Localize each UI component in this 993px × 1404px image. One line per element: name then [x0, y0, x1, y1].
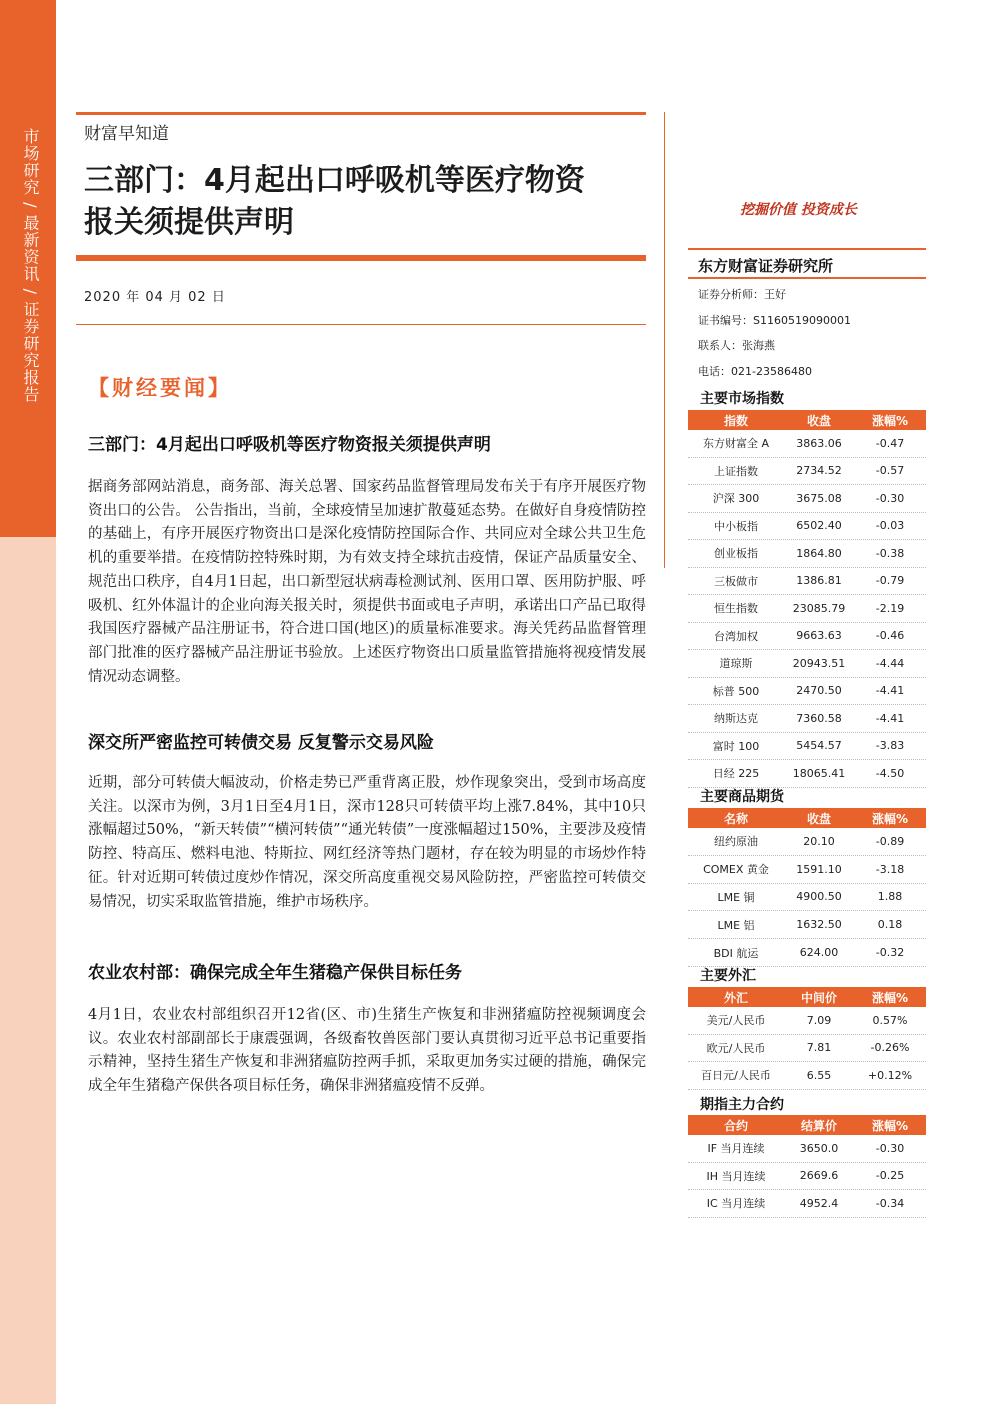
- table-cell: 23085.79: [792, 601, 846, 615]
- table-cell: -3.18: [875, 862, 905, 876]
- table-row: [688, 1135, 926, 1163]
- col-header: 涨幅%: [871, 990, 909, 1005]
- table-cell: +0.12%: [867, 1068, 913, 1082]
- table-cell: -0.38: [875, 546, 905, 560]
- futures-table: [688, 1115, 926, 1218]
- table-cell: 1386.81: [796, 574, 842, 588]
- analyst: 证券分析师：王好: [698, 288, 786, 301]
- news-body-3: 4月1日，农业农村部组织召开12省(区、市)生猪生产恢复和非洲猪瘟防控视频调度会议。农业农村部副部长于康震强调，各级畜牧兽医部门要认真贯彻习近平总书记重要指示精神，坚持生猪生产恢复和非洲猪瘟防控两手抓，采取更加务实过硬的措施，确保完成全年生猪稳产保供各项目标任务，确保非洲猪瘟疫情不反弹。: [88, 1007, 646, 1095]
- table-row: [688, 513, 926, 541]
- commodities-title: 主要商品期货: [700, 789, 784, 805]
- table-cell: 4900.50: [796, 890, 842, 904]
- table-cell: LME 铜: [717, 890, 755, 904]
- table-cell: -0.34: [875, 1196, 905, 1210]
- table-cell: 2734.52: [796, 464, 842, 478]
- table-cell: 7.09: [806, 1013, 832, 1027]
- table-cell: 1632.50: [796, 918, 842, 932]
- news-body-2: 近期，部分可转债大幅波动，价格走势已严重背离正股，炒作现象突出，受到市场高度关注。以深市为例，3月1日至4月1日，深市128只可转债平均上涨7.84%，其中10只涨幅超过50%，“新天转债”“横河转债”“通光转债”一度涨幅超过150%，主要涉及疫情防控、特高压、燃料电池、特斯拉、网红经济等热门题材，存在较为明显的市场炒作特征。针对近期可转债过度炒作情况，深交所高度重视交易风险防控，严密监控可转债交易情况，切实采取监管措施，维护市场秩序。: [88, 775, 646, 910]
- column-divider: [664, 112, 665, 568]
- table-cell: 台湾加权: [714, 629, 758, 643]
- table-cell: 东方财富全 A: [702, 437, 770, 451]
- date-rule: [76, 324, 646, 325]
- table-cell: 6.55: [806, 1068, 832, 1082]
- fx-table: [688, 987, 926, 1090]
- table-cell: 6502.40: [796, 519, 842, 533]
- table-row: [688, 911, 926, 939]
- news-headline-1: 三部门：4月起出口呼吸机等医疗物资报关须提供声明: [88, 435, 491, 455]
- table-row: [688, 568, 926, 596]
- table-cell: -0.79: [875, 574, 905, 588]
- table-cell: 沪深 300: [712, 492, 760, 506]
- table-row: [688, 430, 926, 458]
- col-header: 名称: [723, 811, 748, 826]
- table-row: [688, 650, 926, 678]
- table-cell: 5454.57: [796, 739, 842, 753]
- col-header: 中间价: [800, 990, 837, 1005]
- table-header: [688, 1115, 926, 1135]
- table-cell: -0.03: [875, 519, 905, 533]
- tagline: 挖掘价值 投资成长: [740, 202, 857, 218]
- contact: 联系人：张海燕: [698, 339, 775, 352]
- table-row: [688, 485, 926, 513]
- table-cell: -3.83: [875, 739, 905, 753]
- futures-title: 期指主力合约: [700, 1097, 784, 1113]
- table-cell: -0.32: [875, 946, 905, 960]
- news-headline-3: 农业农村部：确保完成全年生猪稳产保供目标任务: [88, 963, 462, 983]
- table-cell: 纽约原油: [714, 835, 758, 849]
- table-row: [688, 884, 926, 912]
- col-header: 指数: [723, 413, 748, 428]
- table-cell: -0.47: [875, 436, 905, 450]
- table-cell: 百日元/人民币: [701, 1069, 771, 1083]
- fx-title: 主要外汇: [700, 968, 756, 984]
- col-header: 涨幅%: [871, 1118, 909, 1133]
- research-org: 东方财富证券研究所: [698, 257, 834, 275]
- table-cell: 标普 500: [712, 684, 760, 698]
- col-header: 收盘: [806, 413, 831, 428]
- table-cell: -0.89: [875, 834, 905, 848]
- table-cell: -4.44: [875, 656, 905, 670]
- table-cell: 道琼斯: [719, 657, 753, 671]
- cert-number: 证书编号：S1160519090001: [698, 314, 851, 327]
- top-rule: [76, 112, 646, 115]
- table-cell: 9663.63: [796, 629, 842, 643]
- table-cell: 3650.0: [799, 1141, 839, 1155]
- table-cell: IC 当月连续: [706, 1197, 766, 1211]
- table-header: [688, 808, 926, 828]
- table-cell: -0.30: [875, 491, 905, 505]
- sidebar-band: [0, 0, 56, 537]
- table-cell: 三板做市: [714, 574, 758, 588]
- table-cell: 创业板指: [714, 547, 758, 561]
- table-cell: -4.41: [875, 684, 905, 698]
- table-row: [688, 733, 926, 761]
- commodities-table: [688, 808, 926, 967]
- table-cell: 4952.4: [799, 1196, 839, 1210]
- table-cell: -0.46: [875, 629, 905, 643]
- info-mid-rule: [688, 277, 926, 279]
- table-cell: 18065.41: [792, 766, 846, 780]
- sidebar-band-light: [0, 537, 56, 1404]
- info-top-rule: [688, 248, 926, 250]
- table-cell: 上证指数: [714, 464, 758, 478]
- table-row: [688, 1163, 926, 1191]
- table-cell: -0.26%: [870, 1041, 910, 1055]
- table-row: [688, 540, 926, 568]
- news-body-1: 据商务部网站消息，商务部、海关总署、国家药品监督管理局发布关于有序开展医疗物资出口的公告。 公告指出，当前，全球疫情呈加速扩散蔓延态势。在做好自身疫情防控的基础上，有序开展医疗物资出口是深化疫情防控国际合作、共同应对全球公共卫生危机的重要举措。在疫情防控特殊时期，为有效支持全球抗击疫情，保证产品质量安全、规范出口秩序，自4月1日起，出口新型冠状病毒检测试剂、医用口罩、医用防护服、呼吸机、红外体温计的企业向海关报关时，须提供书面或电子声明，承诺出口产品已取得我国医疗器械产品注册证书，符合进口国(地区)的质量标准要求。海关凭药品监督管理部门批准的医疗器械产品注册证书验放。上述医疗物资出口质量监管措施将视疫情发展情况动态调整。: [88, 479, 646, 685]
- table-header: [688, 987, 926, 1007]
- table-cell: 日经 225: [712, 767, 760, 781]
- col-header: 结算价: [800, 1118, 837, 1133]
- page-title: [84, 160, 654, 244]
- table-cell: 624.00: [799, 946, 839, 960]
- table-cell: 2470.50: [796, 684, 842, 698]
- report-date: 2020 年 04 月 02 日: [84, 290, 226, 305]
- table-row: [688, 705, 926, 733]
- table-cell: 1.88: [877, 890, 903, 904]
- title-line-1: 三部门：4月起出口呼吸机等医疗物资: [84, 163, 585, 198]
- table-body: [688, 1135, 926, 1218]
- col-header: 合约: [723, 1118, 748, 1133]
- title-underline: [76, 255, 646, 261]
- table-row: [688, 1035, 926, 1063]
- table-row: [688, 678, 926, 706]
- table-cell: 纳斯达克: [714, 712, 758, 726]
- table-cell: -0.30: [875, 1141, 905, 1155]
- table-cell: 1591.10: [796, 862, 842, 876]
- table-cell: 1864.80: [796, 546, 842, 560]
- col-header: 涨幅%: [871, 413, 909, 428]
- table-cell: BDI 航运: [713, 946, 759, 960]
- table-row: [688, 939, 926, 967]
- table-cell: -0.25: [875, 1169, 905, 1183]
- table-cell: LME 铝: [717, 918, 755, 932]
- section-label: 财富早知道: [84, 124, 169, 144]
- table-row: [688, 760, 926, 788]
- table-row: [688, 1062, 926, 1090]
- table-row: [688, 1007, 926, 1035]
- table-cell: 0.18: [877, 918, 903, 932]
- table-cell: 富时 100: [712, 739, 760, 753]
- indices-title: 主要市场指数: [700, 391, 784, 407]
- table-row: [688, 623, 926, 651]
- table-cell: IH 当月连续: [706, 1169, 766, 1183]
- table-cell: -4.41: [875, 711, 905, 725]
- sidebar-vertical-text: 市场研究 / 最新资讯 / 证券研究报告: [21, 128, 40, 404]
- table-row: [688, 595, 926, 623]
- phone: 电话：021-23586480: [698, 365, 812, 378]
- table-cell: COMEX 黄金: [703, 863, 769, 877]
- table-cell: 20.10: [803, 834, 835, 848]
- table-cell: 3675.08: [796, 491, 842, 505]
- table-cell: 2669.6: [799, 1169, 839, 1183]
- table-row: [688, 458, 926, 486]
- col-header: 外汇: [723, 990, 748, 1005]
- table-cell: 美元/人民币: [706, 1014, 766, 1028]
- title-line-2: 报关须提供声明: [84, 205, 294, 240]
- table-cell: 恒生指数: [714, 602, 758, 616]
- news-section-title: 【财经要闻】: [88, 376, 232, 400]
- table-cell: 欧元/人民币: [706, 1041, 766, 1055]
- table-cell: -2.19: [875, 601, 905, 615]
- table-cell: 中小板指: [714, 519, 758, 533]
- table-row: [688, 1190, 926, 1218]
- table-cell: 20943.51: [792, 656, 846, 670]
- table-row: [688, 828, 926, 856]
- table-cell: IF 当月连续: [707, 1142, 765, 1156]
- table-cell: -4.50: [875, 766, 905, 780]
- col-header: 收盘: [806, 811, 831, 826]
- table-body: [688, 430, 926, 788]
- table-cell: 7.81: [806, 1041, 832, 1055]
- table-body: [688, 828, 926, 967]
- table-cell: -0.57: [875, 464, 905, 478]
- indices-table: [688, 410, 926, 788]
- table-body: [688, 1007, 926, 1090]
- news-headline-2: 深交所严密监控可转债交易 反复警示交易风险: [88, 733, 434, 753]
- table-cell: 3863.06: [796, 436, 842, 450]
- table-cell: 7360.58: [796, 711, 842, 725]
- col-header: 涨幅%: [871, 811, 909, 826]
- table-header: [688, 410, 926, 430]
- table-cell: 0.57%: [872, 1013, 908, 1027]
- table-row: [688, 856, 926, 884]
